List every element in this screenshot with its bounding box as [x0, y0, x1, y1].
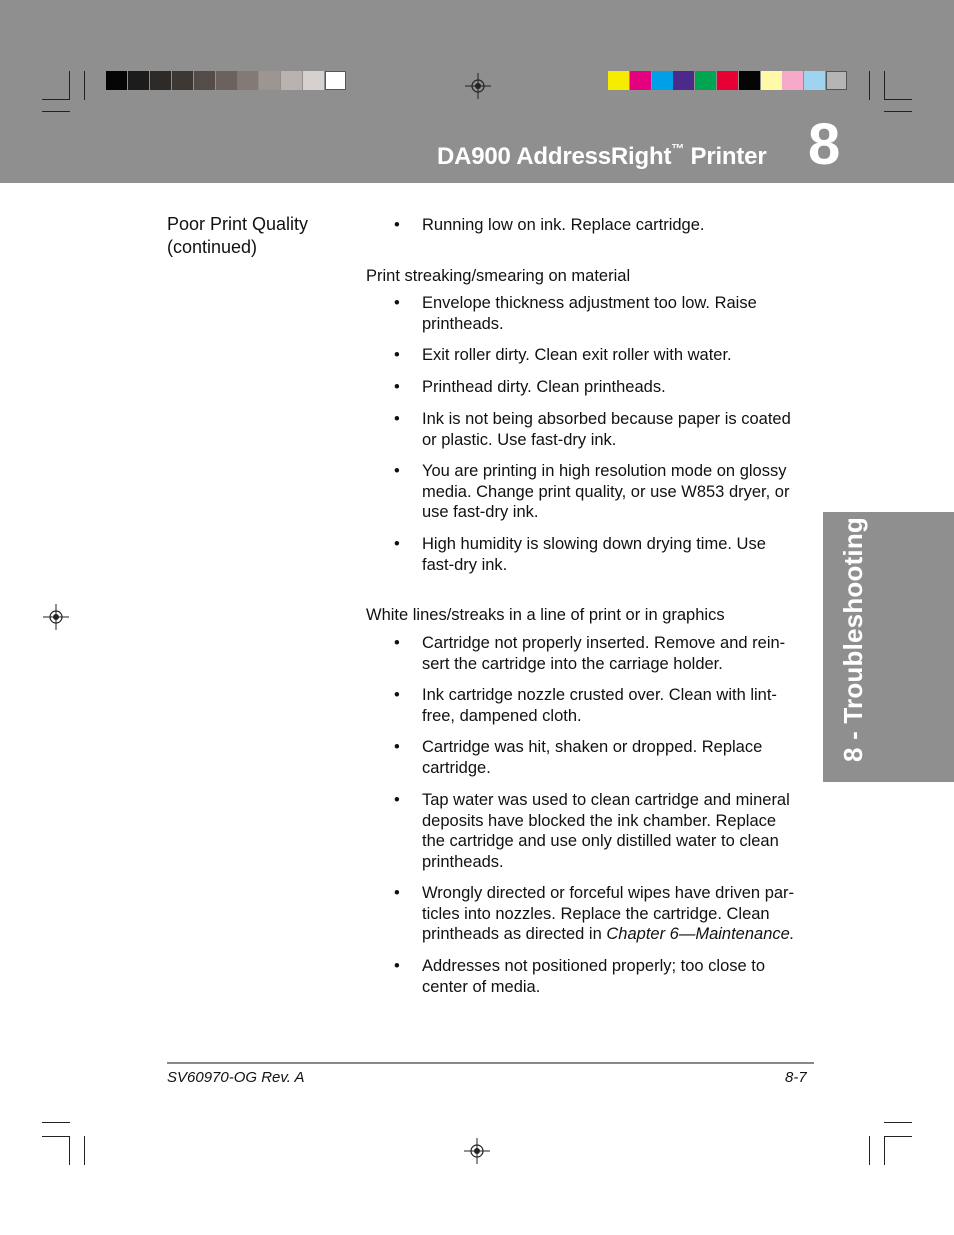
color-swatch	[608, 71, 629, 90]
crop-mark	[84, 1136, 85, 1165]
gray-swatch	[216, 71, 237, 90]
registration-mark-icon	[464, 1138, 490, 1164]
gray-swatch	[325, 71, 346, 90]
color-swatch	[739, 71, 760, 90]
list-item-line: the cartridge and use only distilled water to clean	[422, 832, 779, 850]
list-item-line: use fast-dry ink.	[422, 503, 539, 521]
registration-mark-icon	[465, 73, 491, 99]
crop-mark	[884, 99, 912, 100]
bullet-icon: •	[394, 884, 400, 902]
list-item-line: Wrongly directed or forceful wipes have driven par-	[422, 884, 795, 902]
color-swatch	[782, 71, 803, 90]
list-item-text: printheads as directed in	[422, 925, 607, 943]
gray-swatch	[172, 71, 193, 90]
bullet-icon: •	[394, 738, 400, 756]
crop-mark	[884, 1122, 912, 1123]
bullet-icon: •	[394, 462, 400, 480]
crop-mark	[884, 1136, 885, 1165]
bullet-icon: •	[394, 410, 400, 428]
registration-mark-icon	[43, 604, 69, 630]
page-title: DA900 AddressRight™ Printer	[437, 141, 767, 170]
crop-mark	[84, 71, 85, 100]
bullet-icon: •	[394, 535, 400, 553]
color-swatch	[652, 71, 673, 90]
list-item-line: Ink is not being absorbed because paper is coated	[422, 410, 791, 428]
gray-swatch	[150, 71, 171, 90]
crop-mark	[869, 1136, 870, 1165]
crop-mark	[42, 111, 70, 112]
bullet-icon: •	[394, 791, 400, 809]
list-item-line: printheads.	[422, 314, 504, 333]
list-item-line: cartridge.	[422, 758, 491, 777]
chapter-number: 8	[808, 112, 841, 177]
crop-mark	[869, 71, 870, 100]
page-number: 8-7	[785, 1069, 807, 1086]
list-item-line: or plastic. Use fast-dry ink.	[422, 430, 617, 449]
list-item-line: Ink cartridge nozzle crusted over. Clean with lint-	[422, 686, 777, 704]
bullet-icon: •	[394, 378, 400, 396]
crop-mark	[884, 111, 912, 112]
bullet-icon: •	[394, 686, 400, 704]
color-swatch	[630, 71, 651, 90]
bullet-icon: •	[394, 294, 400, 312]
list-item-line: printheads.	[422, 852, 504, 871]
color-swatch	[761, 71, 782, 90]
list-item-line: Printhead dirty. Clean printheads.	[422, 378, 666, 396]
gray-swatch	[106, 71, 127, 90]
bullet-icon: •	[394, 216, 400, 234]
crop-mark	[69, 1136, 70, 1165]
color-swatch	[673, 71, 694, 90]
crop-mark	[69, 71, 70, 100]
list-item-line: ticles into nozzles. Replace the cartridge. Clean	[422, 904, 770, 923]
gray-swatch	[303, 71, 324, 90]
gray-swatch	[259, 71, 280, 90]
crop-mark	[884, 71, 885, 100]
gray-swatch	[194, 71, 215, 90]
list-item-line: Exit roller dirty. Clean exit roller with water.	[422, 346, 732, 364]
color-swatch	[826, 71, 847, 90]
chapter-side-tab-label: 8 - Troubleshooting	[838, 516, 868, 762]
list-item-line: fast-dry ink.	[422, 555, 508, 574]
color-swatch	[695, 71, 716, 90]
color-swatch	[717, 71, 738, 90]
list-item-line: Cartridge not properly inserted. Remove and rein-	[422, 634, 786, 652]
gray-swatch	[128, 71, 149, 90]
list-item-line: Addresses not positioned properly; too close to	[422, 957, 766, 975]
gray-swatch	[281, 71, 302, 90]
chapter-reference: Chapter 6—Maintenance.	[606, 925, 795, 943]
document-id: SV60970-OG Rev. A	[167, 1069, 305, 1086]
list-item-line: sert the cartridge into the carriage holder.	[422, 654, 723, 673]
subsection-title: White lines/streaks in a line of print or in graphics	[366, 606, 725, 624]
list-item-line	[422, 924, 814, 945]
crop-mark	[42, 1136, 70, 1137]
list-item-line: High humidity is slowing down drying time. Use	[422, 535, 766, 553]
list-item-line: You are printing in high resolution mode on glossy	[422, 462, 787, 480]
list-item-line: deposits have blocked the ink chamber. Replace	[422, 811, 777, 830]
gray-swatch	[237, 71, 258, 90]
list-item-line: center of media.	[422, 977, 541, 996]
bullet-icon: •	[394, 634, 400, 652]
subsection-title: Print streaking/smearing on material	[366, 267, 631, 285]
list-item-line: Tap water was used to clean cartridge and mineral	[422, 791, 790, 809]
color-swatch	[804, 71, 825, 90]
crop-mark	[42, 1122, 70, 1123]
list-item-line: free, dampened cloth.	[422, 706, 582, 725]
bullet-icon: •	[394, 346, 400, 364]
bullet-icon: •	[394, 957, 400, 975]
footer-rule	[167, 1062, 814, 1064]
crop-mark	[884, 1136, 912, 1137]
section-heading: Poor Print Quality (continued)	[167, 214, 309, 257]
crop-mark	[42, 99, 70, 100]
list-item-line: Envelope thickness adjustment too low. Raise	[422, 294, 757, 312]
list-item-line: Cartridge was hit, shaken or dropped. Replace	[422, 738, 763, 756]
list-item-line: media. Change print quality, or use W853 dryer, or	[422, 482, 790, 501]
